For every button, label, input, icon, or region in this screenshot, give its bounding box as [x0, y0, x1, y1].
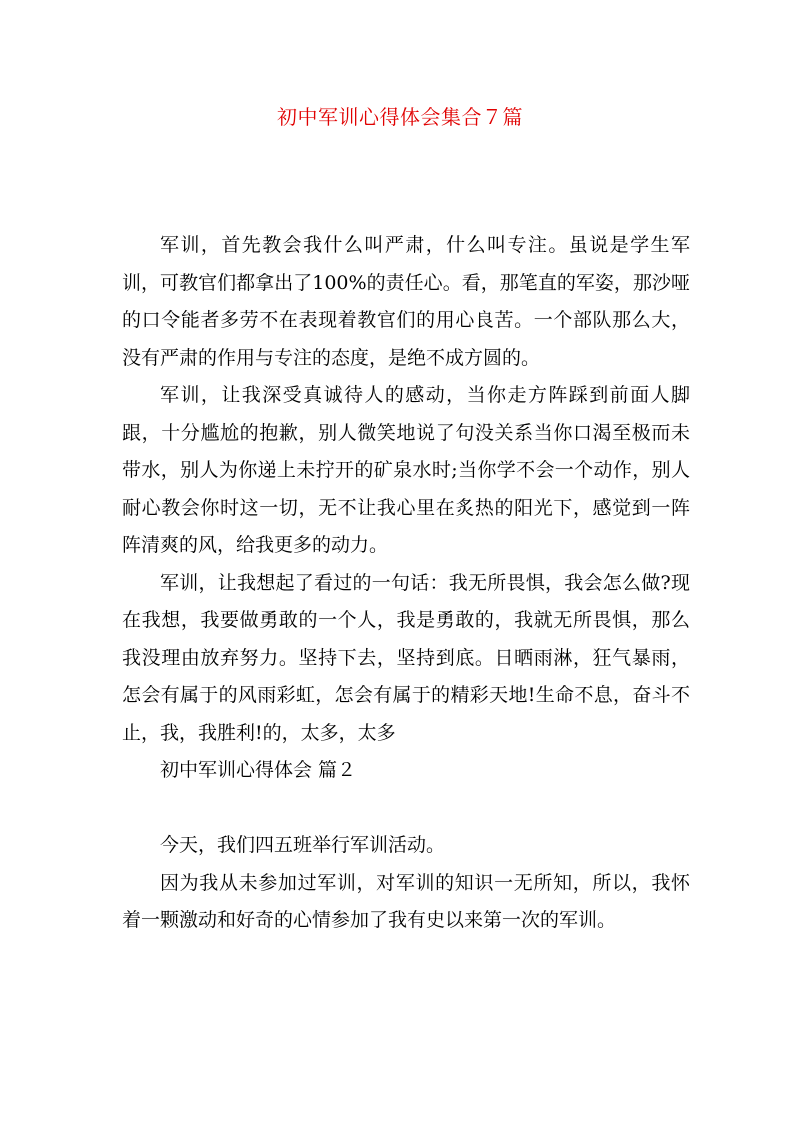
section-heading: 初中军训心得体会 篇２	[160, 759, 357, 781]
section-spacer	[122, 790, 690, 828]
document-body	[122, 227, 690, 940]
paragraph: 军训，首先教会我什么叫严肃，什么叫专注。虽说是学生军训，可教官们都拿出了100%的责任心。看，那笔直的军姿，那沙哑的口令能者多劳不在表现着教官们的用心良苦。一个部队那么大，没有严肃的作用与专注的态度，是绝不成方圆的。	[122, 234, 690, 369]
paragraph: 因为我从未参加过军训，对军训的知识一无所知，所以，我怀着一颗激动和好奇的心情参加了我有史以来第一次的军训。	[122, 871, 690, 931]
paragraph: 今天，我们四五班举行军训活动。	[160, 834, 446, 856]
paragraph: 军训，让我深受真诚待人的感动，当你走方阵踩到前面人脚跟，十分尴尬的抱歉，别人微笑地说了句没关系当你口渴至极而未带水，别人为你递上未拧开的矿泉水时;当你学不会一个动作，别人耐心教会你时这一切，无不让我心里在炙热的阳光下，感觉到一阵阵清爽的风，给我更多的动力。	[122, 384, 690, 556]
paragraph: 军训，让我想起了看过的一句话：我无所畏惧，我会怎么做?现在我想，我要做勇敢的一个人，我是勇敢的，我就无所畏惧，那么我没理由放弃努力。坚持下去，坚持到底。日晒雨淋，狂气暴雨，怎会有属于的风雨彩虹，怎会有属于的精彩天地!生命不息，奋斗不止，我，我胜利!的，太多，太多	[122, 571, 690, 744]
page-title: 初中军训心得体会集合７篇	[277, 105, 523, 129]
